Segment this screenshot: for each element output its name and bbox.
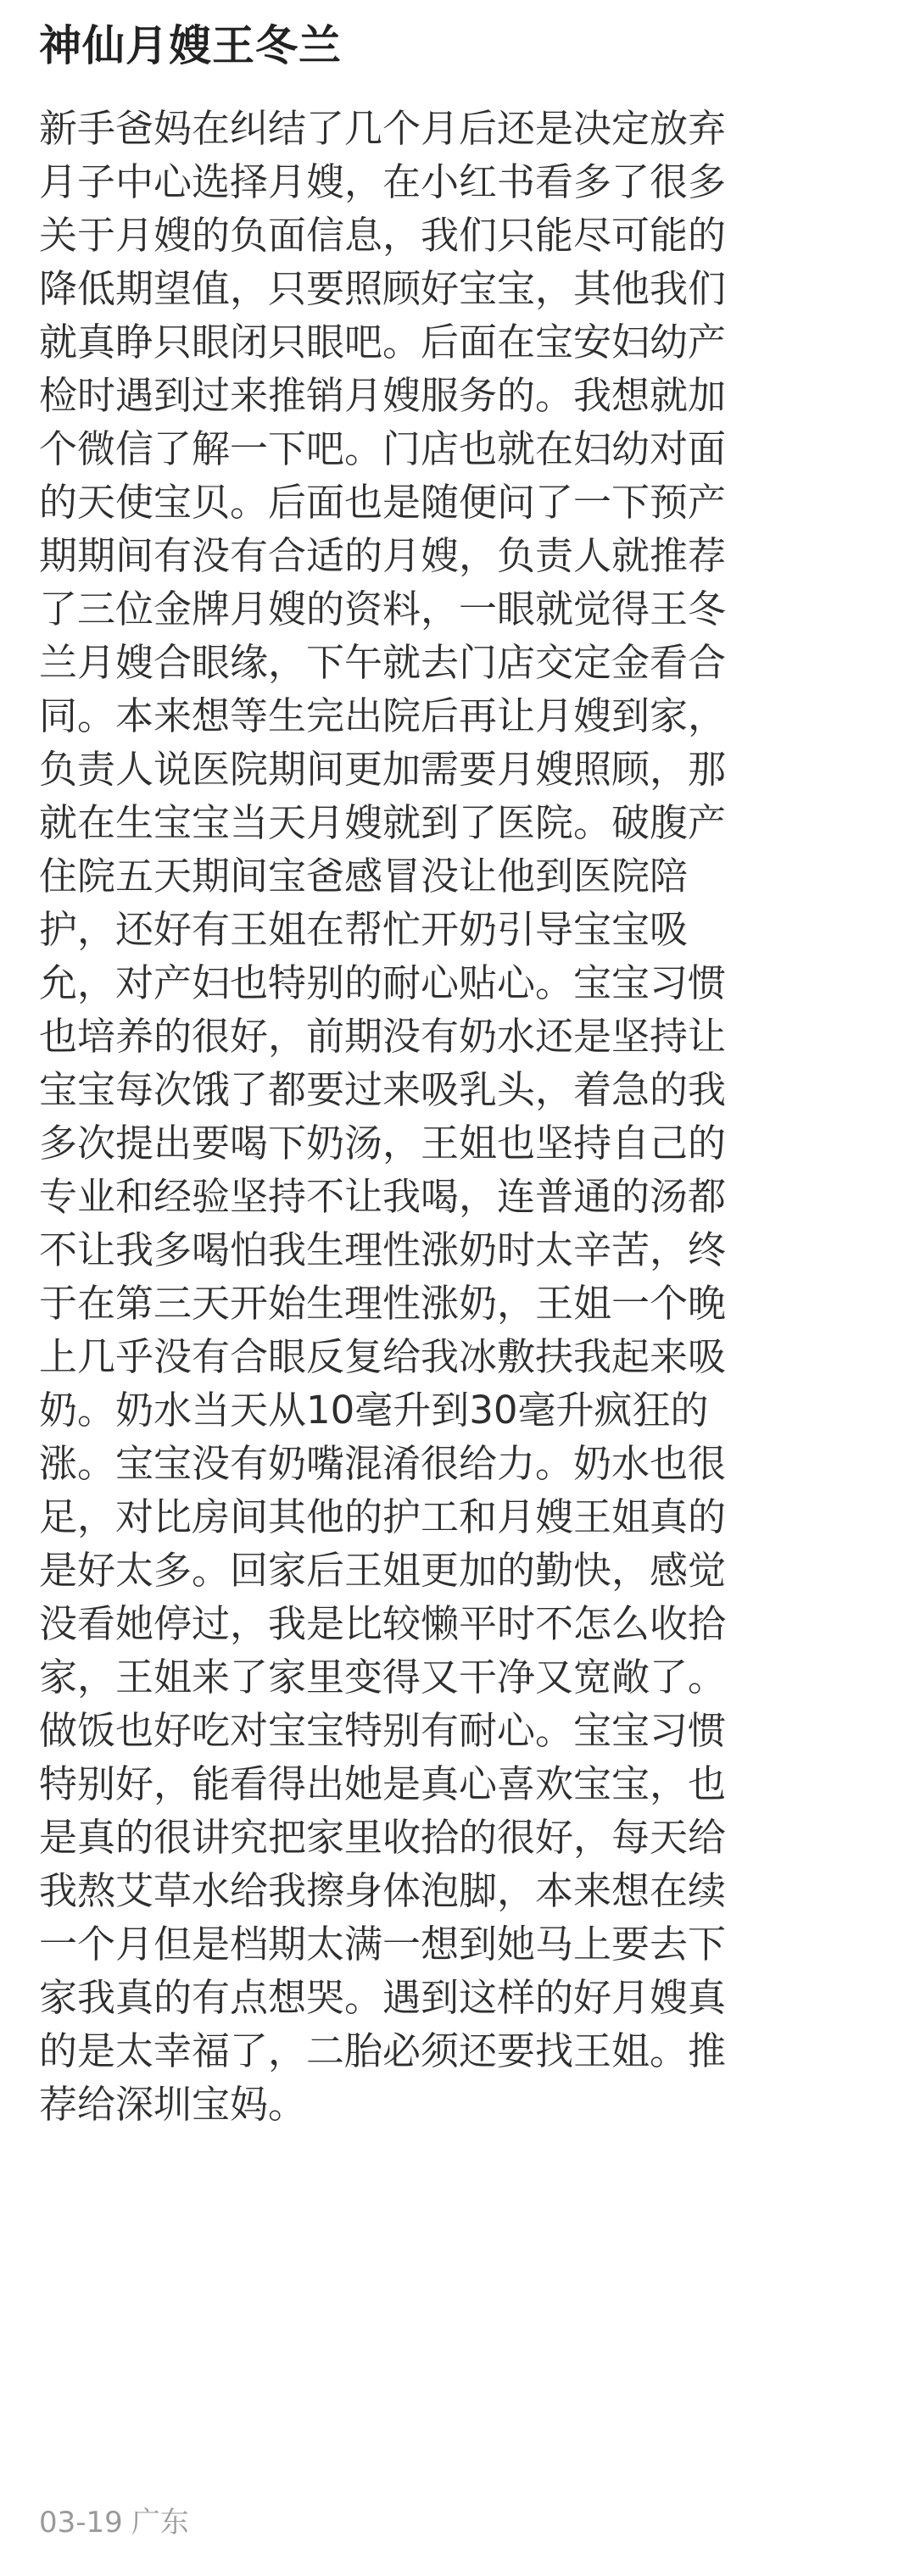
post-body-line: 涨。宝宝没有奶嘴混淆很给力。奶水也很 (39, 1441, 727, 1486)
post-body-line: 个微信了解一下吧。门店也就在妇幼对面 (39, 426, 727, 471)
post-body-line: 是好太多。回家后王姐更加的勤快，感觉 (39, 1548, 727, 1593)
post-body-line: 做饭也好吃对宝宝特别有耐心。宝宝习惯 (39, 1708, 727, 1753)
post-body-line: 新手爸妈在纠结了几个月后还是决定放弃 (39, 106, 727, 151)
post-body (39, 102, 881, 2131)
post-body-line: 宝宝每次饿了都要过来吸乳头，着急的我 (39, 1067, 727, 1112)
post-body-line: 检时遇到过来推销月嫂服务的。我想就加 (39, 373, 727, 418)
post-body-line: 荐给深圳宝妈。 (39, 2082, 307, 2127)
post-body-line: 上几乎没有合眼反复给我冰敷扶我起来吸 (39, 1334, 727, 1379)
post-body-line: 我熬艾草水给我擦身体泡脚，本来想在续 (39, 1868, 727, 1913)
post-body-line: 月子中心选择月嫂，在小红书看多了很多 (39, 159, 727, 204)
post-body-line: 不让我多喝怕我生理性涨奶时太辛苦，终 (39, 1227, 727, 1272)
post-body-line: 足，对比房间其他的护工和月嫂王姐真的 (39, 1494, 727, 1539)
post-title: 神仙月嫂王冬兰 (39, 21, 342, 70)
post-body-line: 一个月但是档期太满一想到她马上要去下 (39, 1922, 727, 1967)
post-body-line: 降低期望值，只要照顾好宝宝，其他我们 (39, 266, 727, 311)
post-body-line: 了三位金牌月嫂的资料，一眼就觉得王冬 (39, 587, 727, 631)
post-body-line: 的天使宝贝。后面也是随便问了一下预产 (39, 480, 727, 525)
post-body-line: 同。本来想等生完出院后再让月嫂到家， (39, 693, 727, 738)
post-meta (39, 2502, 189, 2543)
post-body-line: 就真睁只眼闭只眼吧。后面在宝安妇幼产 (39, 320, 727, 364)
post-body-line: 于在第三天开始生理性涨奶，王姐一个晚 (39, 1281, 727, 1326)
post-body-line: 期期间有没有合适的月嫂，负责人就推荐 (39, 533, 727, 578)
post-body-line: 兰月嫂合眼缘，下午就去门店交定金看合 (39, 640, 727, 685)
post-location: 广东 (131, 2506, 189, 2540)
post-body-line: 护，还好有王姐在帮忙开奶引导宝宝吸 (39, 907, 689, 952)
post-body-line: 负责人说医院期间更加需要月嫂照顾，那 (39, 747, 727, 792)
post-body-line: 的是太幸福了，二胎必须还要找王姐。推 (39, 2028, 727, 2073)
post-body-line: 特别好，能看得出她是真心喜欢宝宝，也 (39, 1761, 727, 1806)
post-body-line: 家我真的有点想哭。遇到这样的好月嫂真 (39, 1975, 727, 2020)
post-body-line: 就在生宝宝当天月嫂就到了医院。破腹产 (39, 800, 727, 845)
post-body-line: 住院五天期间宝爸感冒没让他到医院陪 (39, 854, 689, 899)
post-body-line: 也培养的很好，前期没有奶水还是坚持让 (39, 1014, 727, 1059)
post-body-line: 奶。奶水当天从10毫升到30毫升疯狂的 (39, 1388, 709, 1433)
post-date: 03-19 (39, 2506, 123, 2540)
post-body-line: 专业和经验坚持不让我喝，连普通的汤都 (39, 1174, 727, 1219)
post-body-line: 家，王姐来了家里变得又干净又宽敞了。 (39, 1655, 727, 1700)
post-body-line: 没看她停过，我是比较懒平时不怎么收拾 (39, 1601, 727, 1646)
post-body-line: 是真的很讲究把家里收拾的很好，每天给 (39, 1815, 727, 1860)
post-body-line: 允，对产妇也特别的耐心贴心。宝宝习惯 (39, 960, 727, 1005)
post-body-line: 多次提出要喝下奶汤，王姐也坚持自己的 (39, 1121, 727, 1166)
post-body-line: 关于月嫂的负面信息，我们只能尽可能的 (39, 213, 727, 258)
